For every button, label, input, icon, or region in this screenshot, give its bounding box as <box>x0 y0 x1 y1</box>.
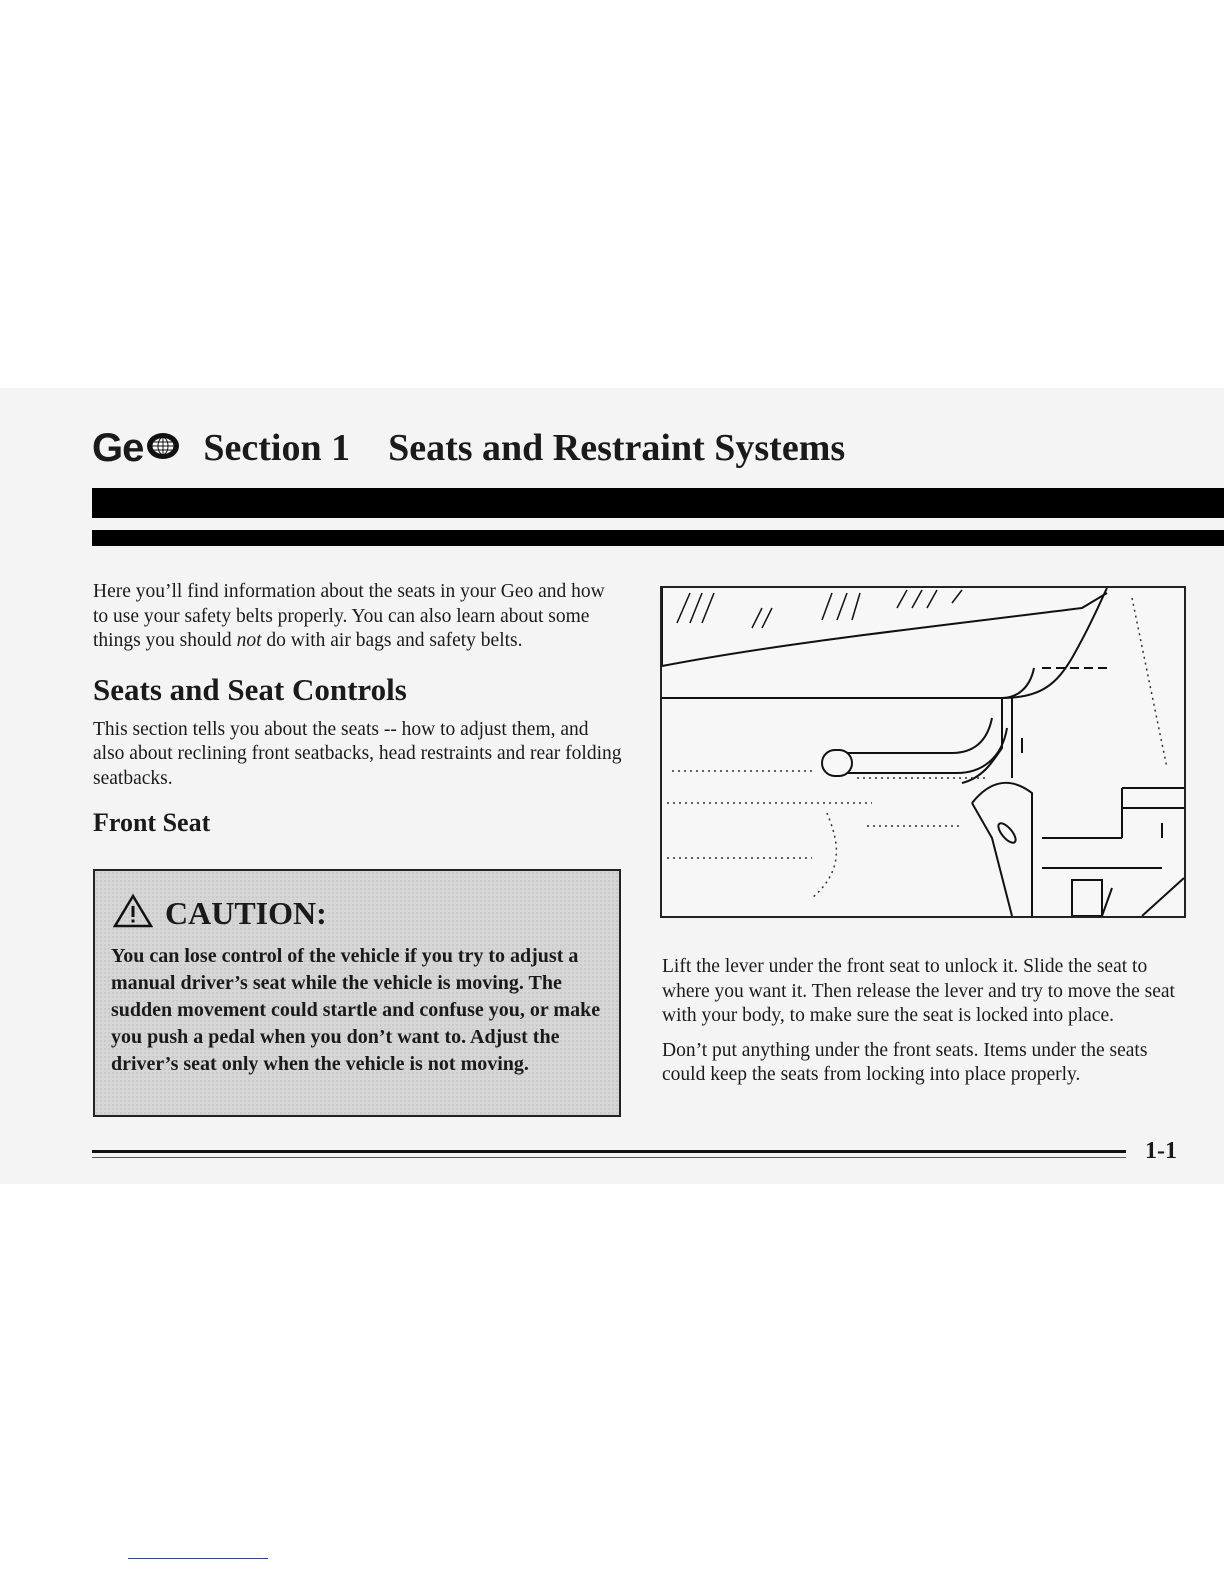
seat-lever-illustration <box>660 586 1186 918</box>
intro-text-1: Here you’ll find information about the seats in your Geo and how to use your safety belts properly. You can also learn about some things you should <box>93 581 605 651</box>
caution-text: You can lose control of the vehicle if you try to adjust a manual driver’s seat while the vehicle is moving. The sudden movement could startle and confuse you, or make you push a pedal when you don’t want to. Adjust the driver’s seat only when the vehicle is not moving. <box>111 945 601 1075</box>
header-rule-thin <box>92 530 1224 546</box>
section-title: Seats and Restraint Systems <box>388 427 846 469</box>
section-header <box>92 418 845 478</box>
caution-title: CAUTION: <box>165 895 327 931</box>
footer-rule-thin <box>92 1157 1126 1158</box>
caution-header <box>113 893 327 934</box>
geo-logo-text: Ge <box>92 425 144 470</box>
page-number: 1-1 <box>1145 1138 1177 1164</box>
header-rule-thick <box>92 488 1224 518</box>
intro-text-2: do with air bags and safety belts. <box>261 630 523 651</box>
intro-paragraph <box>93 580 623 654</box>
section-label: Section 1 <box>203 427 351 469</box>
warning-triangle-icon <box>113 893 153 934</box>
seats-paragraph: This section tells you about the seats -- how to adjust them, and also about reclining front seatbacks, head restraints and rear folding seatbacks. <box>93 718 622 789</box>
right-column-text <box>662 955 1192 1098</box>
caution-box <box>93 869 621 1117</box>
lever-instructions: Lift the lever under the front seat to unlock it. Slide the seat to where you want it. Then release the lever and try to move the seat with your body, to make sure the seat is locked into place. <box>662 956 1175 1026</box>
seats-heading: Seats and Seat Controls <box>93 671 407 707</box>
left-column <box>93 580 623 839</box>
link-underline[interactable] <box>128 1558 268 1559</box>
globe-icon <box>145 426 181 471</box>
under-seat-warning: Don’t put anything under the front seats. Items under the seats could keep the seats from locking into place properly. <box>662 1039 1148 1085</box>
front-seat-heading: Front Seat <box>93 808 211 837</box>
intro-emphasis: not <box>236 630 262 651</box>
footer-rule <box>92 1150 1126 1153</box>
geo-logo <box>92 426 181 471</box>
